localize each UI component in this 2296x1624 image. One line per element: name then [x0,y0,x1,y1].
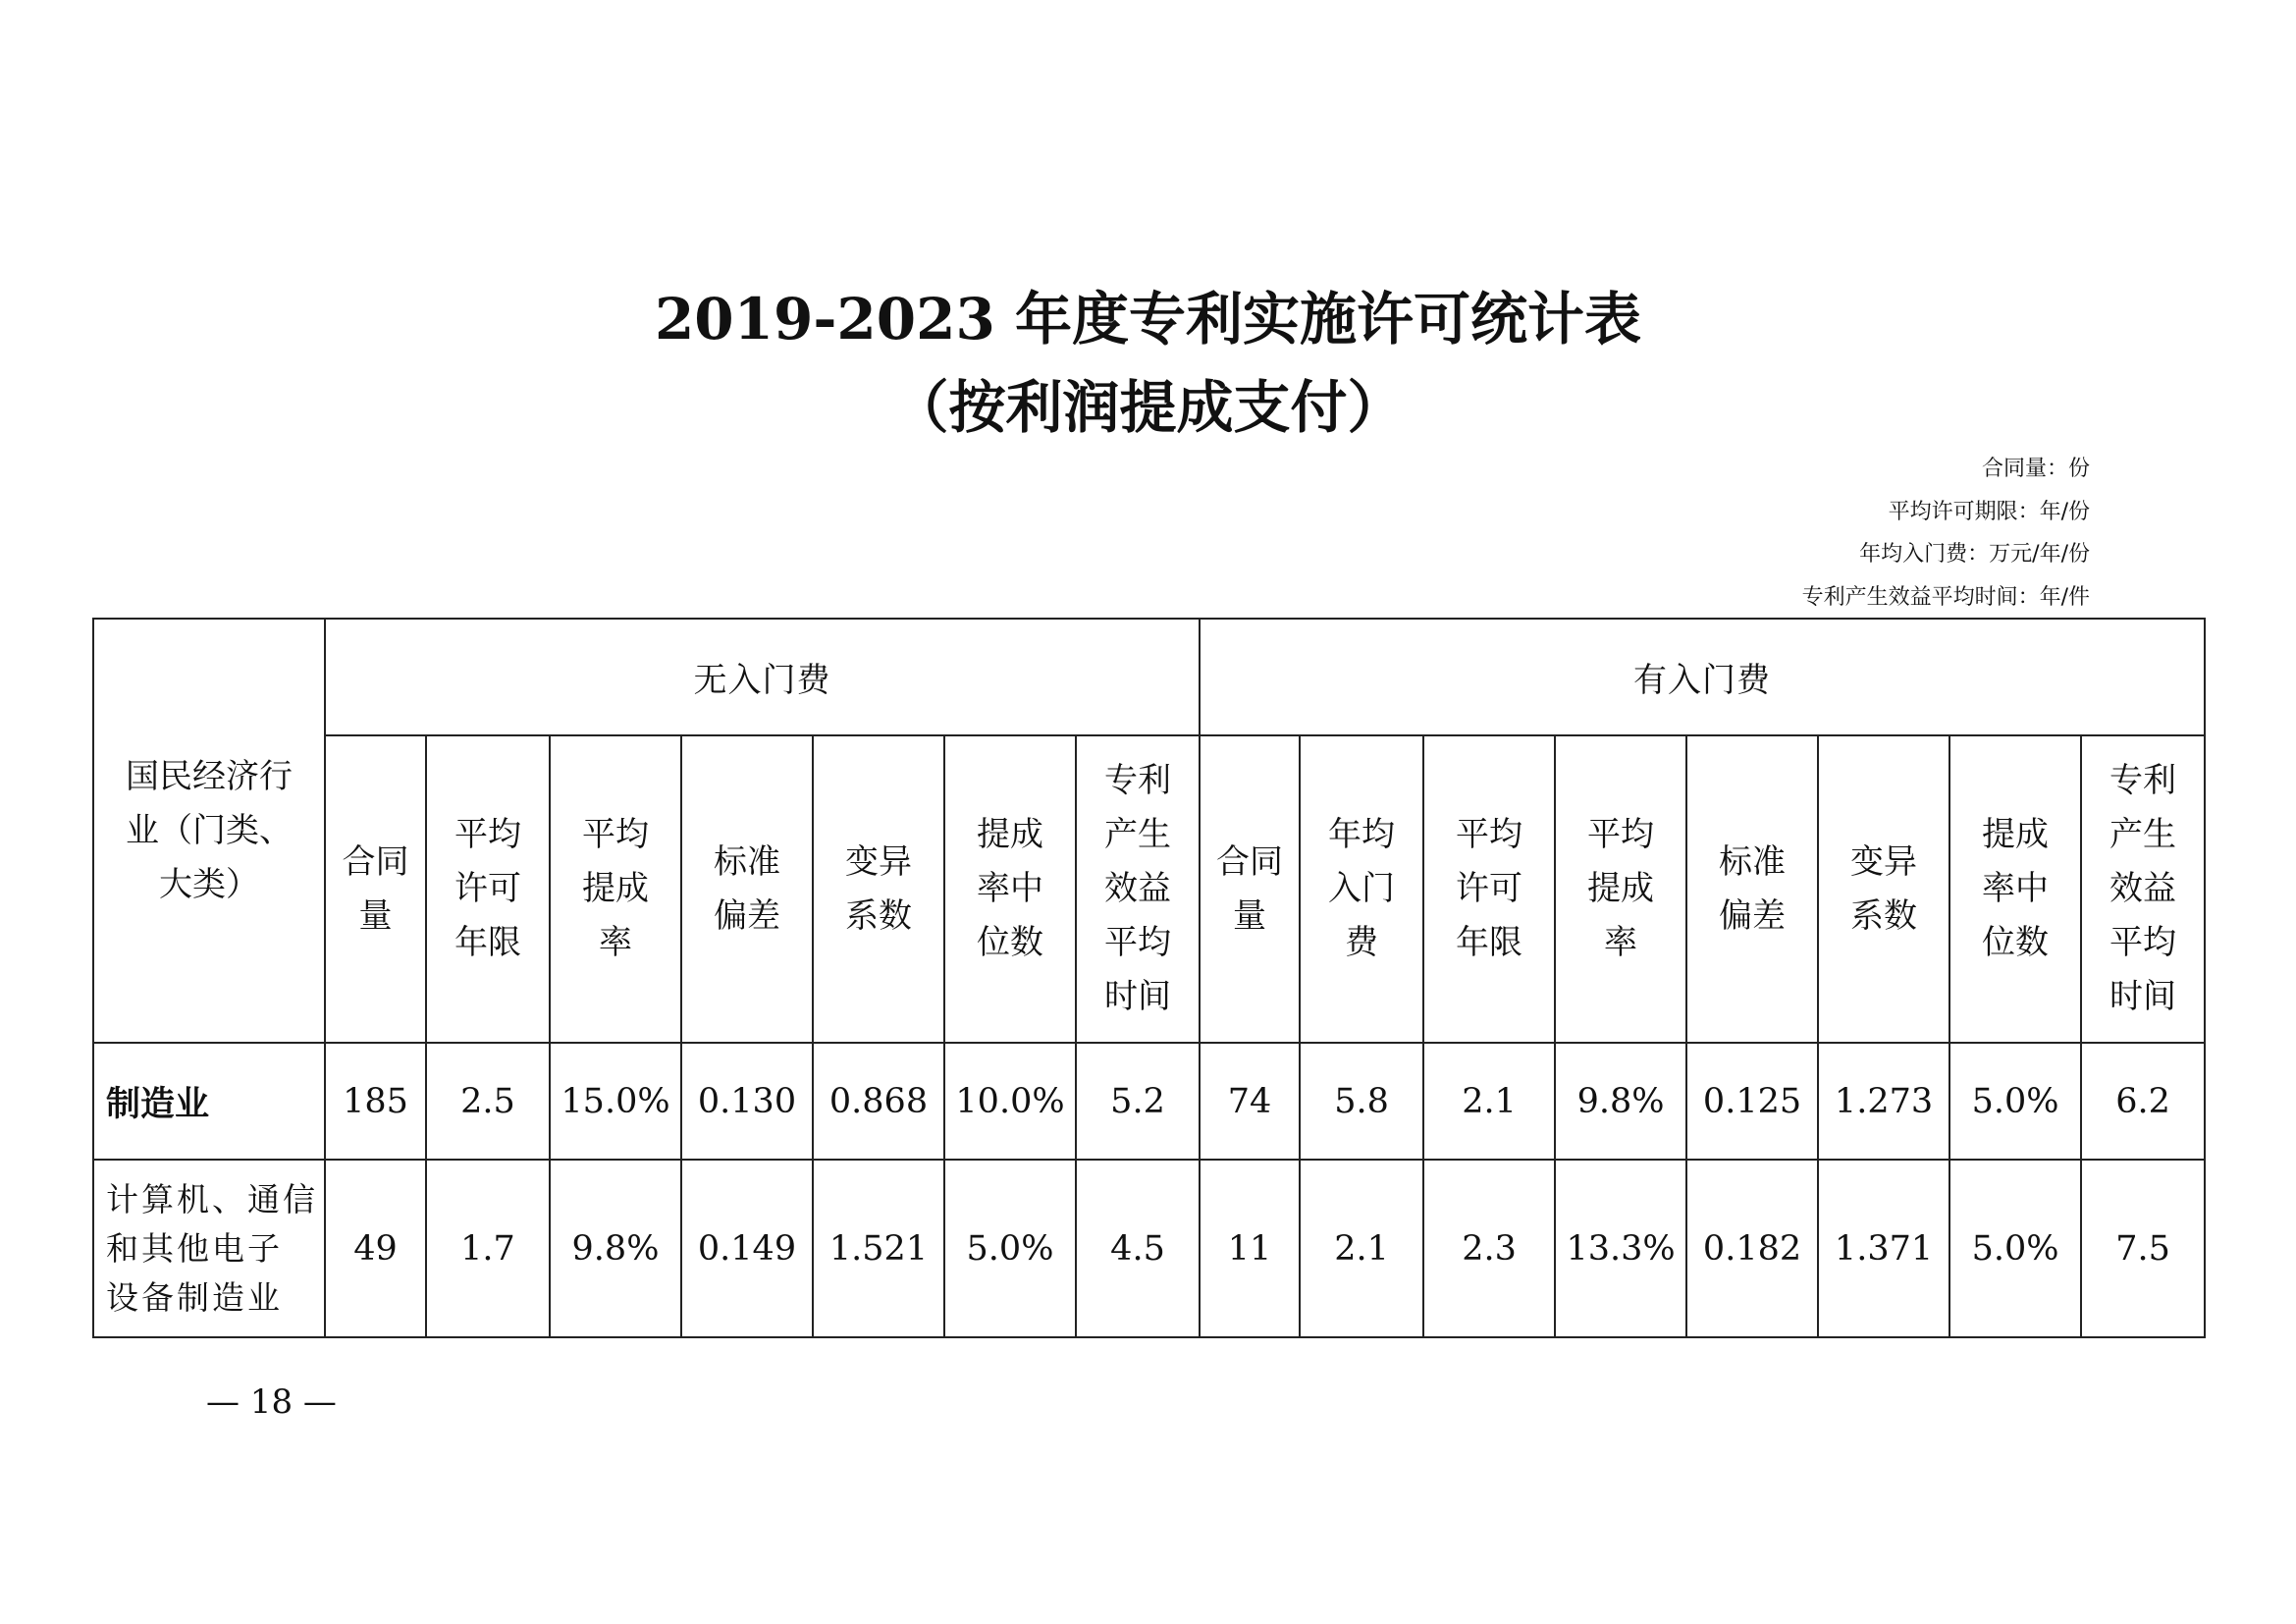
group-header-no-entry-fee: 无入门费 [325,619,1200,735]
table-row [93,1160,2205,1337]
table-cell: 10.0% [944,1043,1076,1160]
document-title: 2019-2023 年度专利实施许可统计表 [654,286,1642,352]
table-cell: 5.8 [1300,1043,1423,1160]
col-header-contracts: 合同 量 [1200,735,1300,1043]
table-cell: 9.8% [550,1160,681,1337]
col-header-median-rate: 提成 率中 位数 [1949,735,2081,1043]
table-cell: 5.0% [1949,1160,2081,1337]
table-cell: 1.521 [813,1160,944,1337]
table-cell: 4.5 [1076,1160,1200,1337]
table-cell: 9.8% [1555,1043,1686,1160]
table-cell: 49 [325,1160,426,1337]
table-cell: 5.0% [1949,1043,2081,1160]
table-header-group-row [93,619,2205,735]
table-cell: 0.125 [1686,1043,1818,1160]
table-cell: 0.182 [1686,1160,1818,1337]
table-cell: 185 [325,1043,426,1160]
license-stats-table [92,618,2206,1338]
units-legend [1802,448,2090,619]
table-header-column-row [93,735,2205,1043]
col-header-benefit-time: 专利 产生 效益 平均 时间 [1076,735,1200,1043]
table-row [93,1043,2205,1160]
table-cell: 15.0% [550,1043,681,1160]
unit-entry-fee: 年均入门费：万元/年/份 [1859,542,2090,567]
table-cell: 0.130 [681,1043,813,1160]
table-cell: 1.371 [1818,1160,1949,1337]
col-header-avg-term: 平均 许可 年限 [426,735,550,1043]
col-header-std-dev: 标准 偏差 [681,735,813,1043]
col-header-benefit-time: 专利 产生 效益 平均 时间 [2081,735,2205,1043]
table-cell: 0.868 [813,1043,944,1160]
table-cell: 13.3% [1555,1160,1686,1337]
col-header-avg-term: 平均 许可 年限 [1423,735,1555,1043]
table-cell: 7.5 [2081,1160,2205,1337]
table-cell: 2.1 [1300,1160,1423,1337]
table-cell: 2.1 [1423,1043,1555,1160]
row-industry-name: 制造业 [93,1043,325,1160]
table-cell: 74 [1200,1043,1300,1160]
document-subtitle: （按利润提成支付） [891,374,1405,441]
table-cell: 2.3 [1423,1160,1555,1337]
page-number: — 18 — [206,1382,337,1422]
col-header-avg-royalty-rate: 平均 提成 率 [550,735,681,1043]
table-cell: 5.0% [944,1160,1076,1337]
table-cell: 2.5 [426,1043,550,1160]
unit-benefit-time: 专利产生效益平均时间：年/件 [1801,584,2090,610]
table-cell: 1.273 [1818,1043,1949,1160]
group-header-with-entry-fee: 有入门费 [1200,619,2205,735]
table-cell: 5.2 [1076,1043,1200,1160]
table-cell: 0.149 [681,1160,813,1337]
col-header-std-dev: 标准 偏差 [1686,735,1818,1043]
col-header-avg-royalty-rate: 平均 提成 率 [1555,735,1686,1043]
col-header-coef-variation: 变异 系数 [813,735,944,1043]
unit-contracts: 合同量：份 [1981,457,2090,481]
unit-avg-term: 平均许可期限：年/份 [1888,499,2090,524]
col-header-coef-variation: 变异 系数 [1818,735,1949,1043]
table-cell: 1.7 [426,1160,550,1337]
row-industry-name: 计算机、通信 和其他电子 设备制造业 [93,1160,325,1337]
col-header-contracts: 合同 量 [325,735,426,1043]
table-cell: 6.2 [2081,1043,2205,1160]
col-header-annual-entry-fee: 年均 入门 费 [1300,735,1423,1043]
col-header-median-rate: 提成 率中 位数 [944,735,1076,1043]
industry-header: 国民经济行 业（门类、 大类） [93,619,325,1043]
table-cell: 11 [1200,1160,1300,1337]
